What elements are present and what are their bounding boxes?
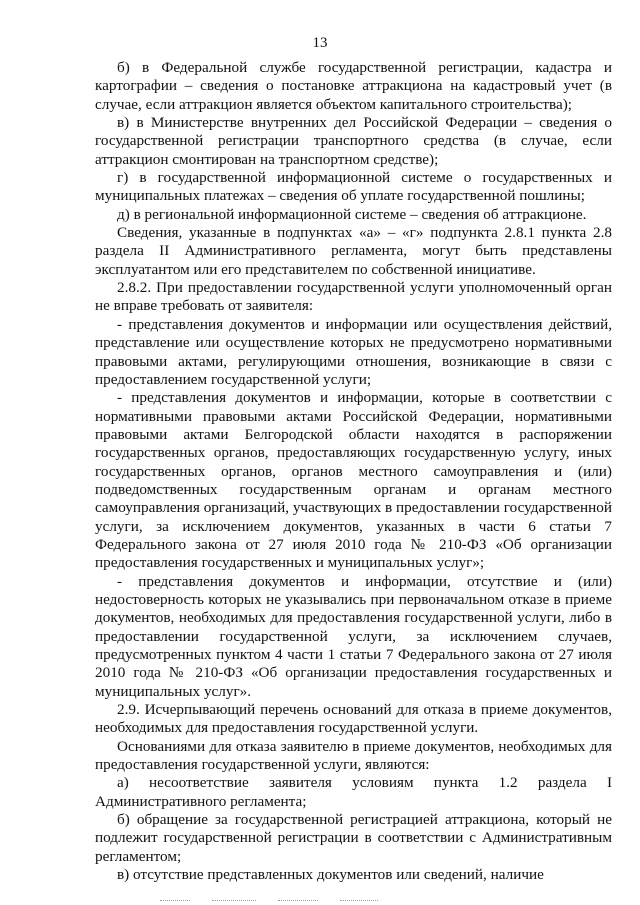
edge-mark [278, 900, 318, 902]
edge-mark [160, 900, 190, 902]
edge-mark [212, 900, 256, 902]
paragraph-g-payments: г) в государственной информационной системе о государственных и муниципальных платежах – сведения об уплате государственной пошлины; [95, 169, 612, 205]
paragraph-2-9: 2.9. Исчерпывающий перечень оснований для отказа в приеме документов, необходимых для предоставления государственной услуги. [95, 701, 612, 737]
paragraph-b-rosreestr: б) в Федеральной службе государственной регистрации, кадастра и картографии – сведения о постановке аттракциона на кадастровый учет (в случае, если аттракцион является объектом капитального строительства); [95, 59, 612, 113]
paragraph-v-mvd: в) в Министерстве внутренних дел Российской Федерации – сведения о государственной регистрации транспортного средства (в случае, если аттракцион смонтирован на транспортном средстве); [95, 114, 612, 168]
list-item-a-mismatch: а) несоответствие заявителя условиям пункта 1.2 раздела I Административного регламента; [95, 774, 612, 810]
edge-mark [340, 900, 378, 902]
list-item-documents-in-possession: - представления документов и информации, которые в соответствии с нормативными правовыми актами Российской Федерации, нормативными правовыми актами Белгородской области находятся в распоряжении государственных органов, предоставляющих государственную услугу, иных государственных органов, органов местного самоуправления и (или) подведомственных государственным органам и органам местного самоуправления организаций, участвующих в предоставлении государственной услуги, за исключением документов, указанных в части 6 статьи 7 Федерального закона от 27 июля 2010 года № 210-ФЗ «Об организации предоставления государственных и муниципальных услуг»; [95, 389, 612, 572]
paragraph-refusal-grounds: Основаниями для отказа заявителю в приеме документов, необходимых для предоставления государственной услуги, являются: [95, 737, 612, 774]
list-item-v-absence: в) отсутствие представленных документов или сведений, наличие [117, 866, 544, 884]
paragraph-2-8-2: 2.8.2. При предоставлении государственной услуги уполномоченный орган не вправе требовать от заявителя: [95, 279, 612, 315]
page-number: 13 [312, 35, 328, 51]
list-item-documents-actions: - представления документов и информации или осуществления действий, представление или осуществление которых не предусмотрено нормативными правовыми актами, регулирующими отношения, возникающие в связи с предоставлением государственной услуги; [95, 315, 612, 388]
document-body [95, 59, 612, 884]
bottom-edge-marks [160, 898, 400, 902]
list-item-documents-absence: - представления документов и информации, отсутствие и (или) недостоверность которых не указывались при первоначальном отказе в приеме документов, необходимых для предоставления государственной услуги, либо в предоставлении государственной услуги, за исключением случаев, предусмотренных пунктом 4 части 1 статьи 7 Федерального закона от 27 июля 2010 года № 210-ФЗ «Об организации предоставления государственных и муниципальных услуг». [95, 572, 612, 700]
paragraph-info-submission: Сведения, указанные в подпунктах «а» – «г» подпункта 2.8.1 пункта 2.8 раздела II Административного регламента, могут быть представлены эксплуатантом или его представителем по собственной инициативе. [95, 224, 612, 278]
list-item-b-not-subject: б) обращение за государственной регистрацией аттракциона, который не подлежит государственной регистрации в соответствии с Административным регламентом; [95, 811, 612, 865]
paragraph-d-regional-system: д) в региональной информационной системе – сведения об аттракционе. [117, 205, 587, 223]
